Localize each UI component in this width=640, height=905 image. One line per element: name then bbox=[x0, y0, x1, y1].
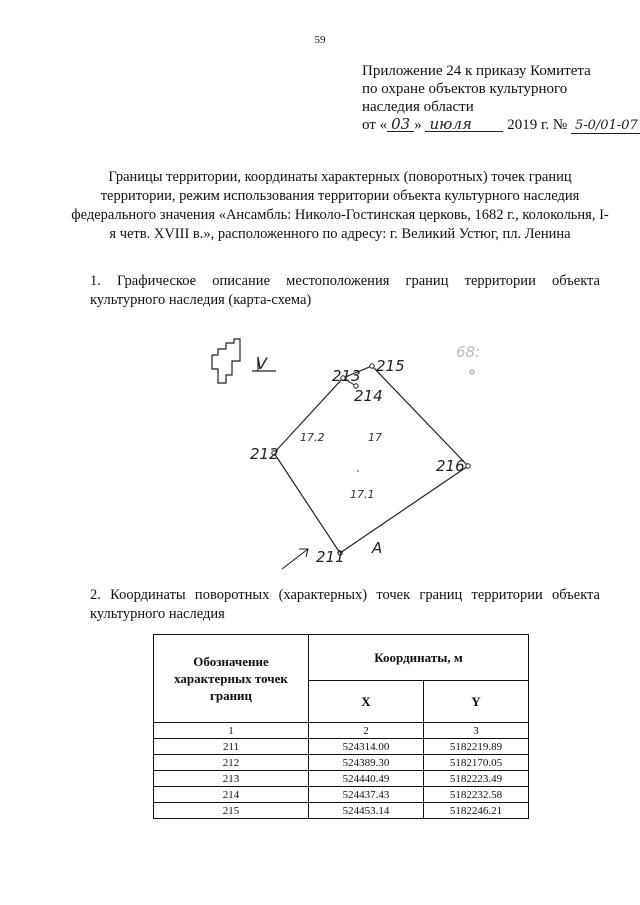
point-label-214: 214 bbox=[354, 387, 383, 405]
point-id-cell: 211 bbox=[154, 739, 309, 755]
x-cell: 524389.30 bbox=[309, 755, 424, 771]
center-dot bbox=[357, 470, 359, 472]
appendix-line-1: Приложение 24 к приказу Комитета bbox=[362, 63, 591, 79]
direction-arrow bbox=[282, 549, 308, 569]
label-a: A bbox=[372, 539, 383, 557]
header-x: X bbox=[309, 681, 424, 723]
date-month-handwritten: июля bbox=[425, 117, 503, 132]
index-row bbox=[154, 723, 529, 739]
date-number-handwritten: 5-0/01-07 bbox=[571, 119, 640, 134]
section-1-heading: 1. Графическое описание местоположения границ территории объекта культурного наследия (карта-схема) bbox=[90, 273, 600, 308]
point-label-216: 216 bbox=[436, 457, 465, 475]
site-map-diagram bbox=[200, 335, 500, 570]
point-id-cell: 212 bbox=[154, 755, 309, 771]
point-label-212: 212 bbox=[250, 445, 279, 463]
vertex-215 bbox=[370, 364, 374, 368]
x-cell: 524453.14 bbox=[309, 803, 424, 819]
y-cell: 5182170.05 bbox=[424, 755, 529, 771]
header-designation: Обозначение характерных точек границ bbox=[154, 635, 309, 723]
point-id-cell: 215 bbox=[154, 803, 309, 819]
table-row bbox=[154, 755, 529, 771]
appendix-header bbox=[362, 62, 640, 134]
coordinates-table bbox=[153, 634, 529, 819]
point-id-cell: 214 bbox=[154, 787, 309, 803]
point-label-213: 213 bbox=[332, 367, 361, 385]
date-day-handwritten: 03 bbox=[387, 117, 414, 132]
index-cell: 3 bbox=[424, 723, 529, 739]
appendix-line-3: наследия области bbox=[362, 99, 474, 115]
y-cell: 5182246.21 bbox=[424, 803, 529, 819]
y-cell: 5182232.58 bbox=[424, 787, 529, 803]
ref-point bbox=[470, 370, 474, 374]
ref-label-68: 68: bbox=[456, 343, 481, 361]
page-number: 59 bbox=[314, 34, 326, 46]
y-cell: 5182219.89 bbox=[424, 739, 529, 755]
x-cell: 524314.00 bbox=[309, 739, 424, 755]
table-row bbox=[154, 771, 529, 787]
parcel-label-17: 17 bbox=[368, 431, 382, 444]
point-label-211: 211 bbox=[316, 548, 345, 566]
section-2-heading: 2. Координаты поворотных (характерных) точек границ территории объекта культурного наследия bbox=[90, 587, 600, 622]
table-row bbox=[154, 787, 529, 803]
point-id-cell: 213 bbox=[154, 771, 309, 787]
point-label-215: 215 bbox=[376, 357, 405, 375]
x-cell: 524437.43 bbox=[309, 787, 424, 803]
date-mid: » bbox=[414, 117, 422, 133]
table-row bbox=[154, 739, 529, 755]
appendix-date-line bbox=[362, 116, 640, 134]
index-cell: 2 bbox=[309, 723, 424, 739]
index-cell: 1 bbox=[154, 723, 309, 739]
header-coordinates: Координаты, м bbox=[309, 635, 529, 681]
y-cell: 5182223.49 bbox=[424, 771, 529, 787]
table-row bbox=[154, 803, 529, 819]
document-title: Границы территории, координаты характерных (поворотных) точек границ территории, режим использования территории объекта культурного наследия федерального значения «Ансамбль: Николо-Гостинская церковь, 1682 г., колокольня, I-я четв. XVIII в.», расположенного по адресу: г. Великий Устюг, пл. Ленина bbox=[71, 169, 609, 242]
date-prefix: от « bbox=[362, 117, 388, 133]
vertex-216 bbox=[466, 464, 470, 468]
appendix-line-2: по охране объектов культурного bbox=[362, 81, 568, 97]
parcel-label-17-2: 17.2 bbox=[300, 431, 325, 444]
date-year: 2019 г. № bbox=[507, 117, 568, 133]
label-v: V bbox=[256, 354, 267, 373]
x-cell: 524440.49 bbox=[309, 771, 424, 787]
parcel-label-17-1: 17.1 bbox=[350, 488, 375, 501]
header-y: Y bbox=[424, 681, 529, 723]
